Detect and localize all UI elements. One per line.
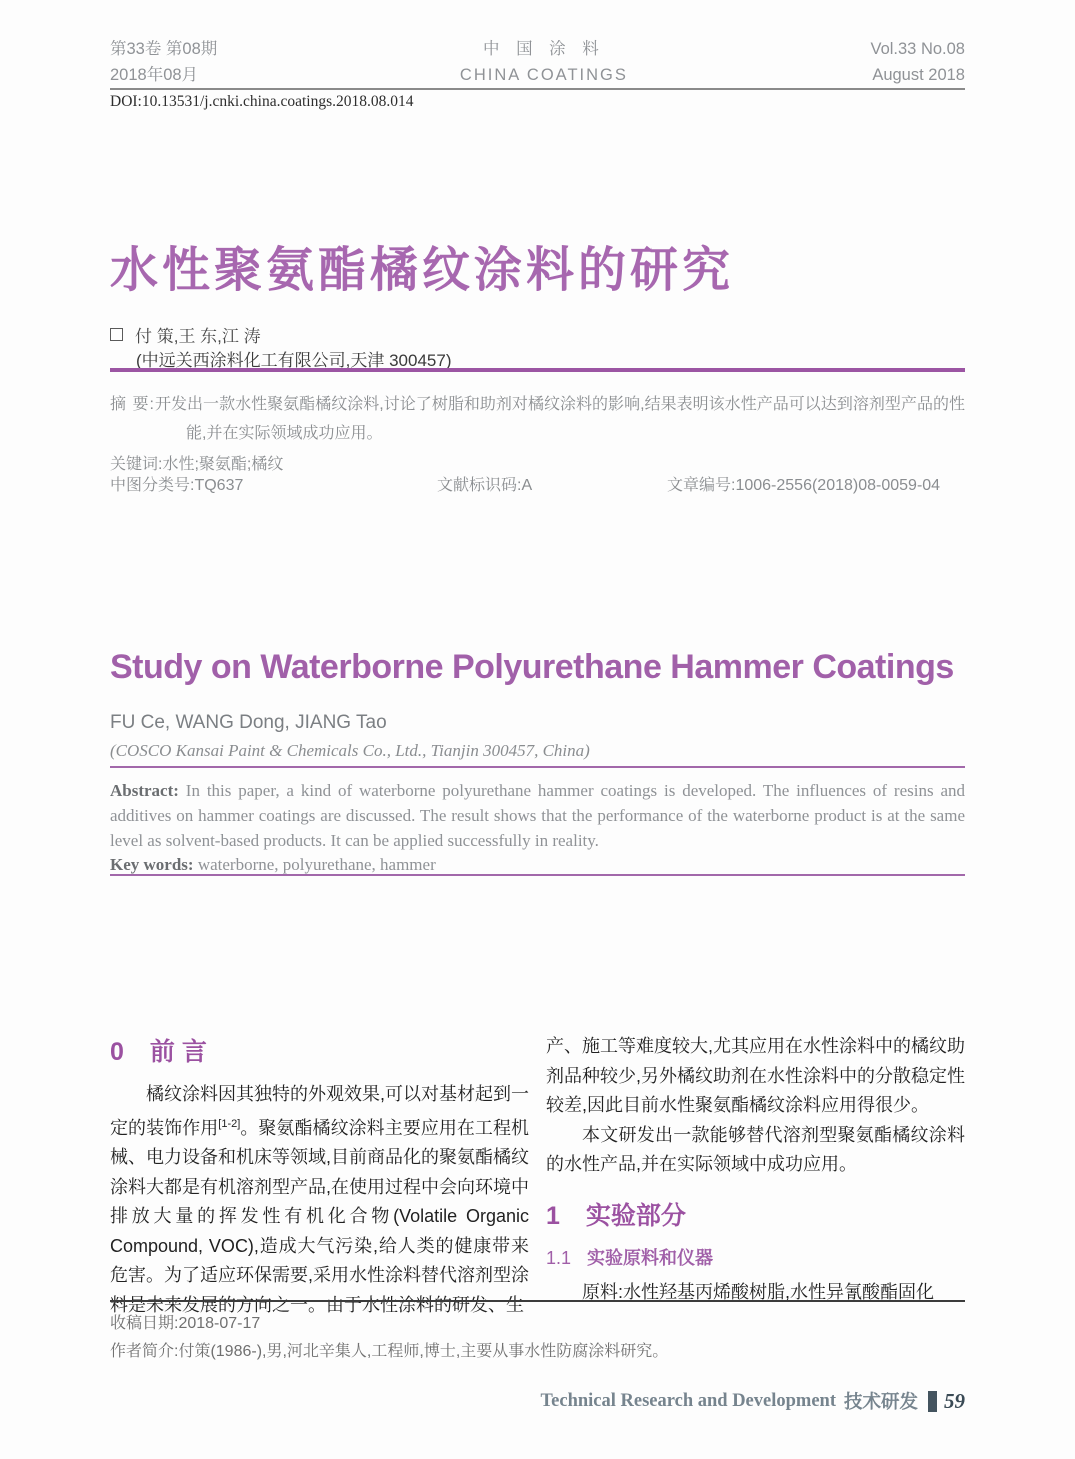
clc-number: 中图分类号:TQ637 — [110, 477, 244, 494]
left-column — [110, 1032, 529, 1320]
english-abstract-divider — [110, 874, 965, 876]
keywords-cn-label: 关键词: — [110, 456, 163, 473]
section-heading-0 — [110, 1032, 529, 1068]
right-column — [546, 1032, 965, 1320]
received-date-line: 收稿日期:2018-07-17 — [110, 1315, 261, 1332]
section-1-title: 实验部分 — [585, 1201, 686, 1230]
abstract-en — [110, 778, 965, 853]
journal-name-cn: 中 国 涂 料 — [483, 40, 605, 58]
intro-paragraph: 橘纹涂料因其独特的外观效果,可以对基材起到一定的装饰作用[1-2]。聚氨酯橘纹涂料主要应用在工程机械、电力设备和机床等领域,目前商品化的聚氨酯橘纹涂料大都是有机溶剂型产品,在使用过程中会向环境中排放大量的挥发性有机化合物(Volatile Organic Compound, VOC),造成大气污染,给人类的健康带来危害。为了适应环保需要,采用水性涂料替代溶剂型涂料是未来发展的方向之一。由于水性涂料的研发、生 — [110, 1084, 530, 1315]
page-number: 59 — [944, 1388, 965, 1413]
intro-paragraph-continued: 产、施工等难度较大,尤其应用在水性涂料中的橘纹助剂品种较少,另外橘纹助剂在水性涂料中的分散稳定性较差,因此目前水性聚氨酯橘纹涂料应用得很少。 — [546, 1036, 965, 1115]
english-masthead-divider — [110, 766, 965, 768]
date-en: August 2018 — [872, 66, 965, 84]
classification-row — [110, 472, 965, 495]
volume-issue-en: Vol.33 No.08 — [870, 40, 965, 58]
doi: DOI:10.13531/j.cnki.china.coatings.2018.08.014 — [110, 93, 414, 110]
section-heading-1-1 — [546, 1244, 965, 1270]
volume-issue-cn: 第33卷 第08期 — [110, 40, 218, 58]
article-title-cn: 水性聚氨酯橘纹涂料的研究 — [110, 244, 735, 297]
abstract-en-label: Abstract: — [110, 781, 179, 800]
paragraph-2: 本文研发出一款能够替代溶剂型聚氨酯橘纹涂料的水性产品,并在实际领域中成功应用。 — [546, 1124, 965, 1174]
footnotes — [110, 1310, 965, 1366]
running-head-center — [460, 36, 628, 88]
masthead-divider — [110, 368, 965, 372]
section-1-number: 1 — [546, 1201, 560, 1230]
page-footer — [110, 1388, 965, 1414]
footnote-divider — [110, 1300, 965, 1302]
running-head — [110, 36, 965, 88]
journal-name-en: CHINA COATINGS — [459, 66, 628, 84]
section-1-1-number: 1.1 — [546, 1247, 572, 1268]
paragraph-3: 原料:水性羟基丙烯酸树脂,水性异氰酸酯固化 — [582, 1281, 934, 1302]
abstract-cn — [110, 390, 965, 448]
page-number-bar-icon — [928, 1391, 937, 1412]
abstract-cn-text: 开发出一款水性聚氨酯橘纹涂料,讨论了树脂和助剂对橘纹涂料的影响,结果表明该水性产品可以达到溶剂型产品的性能,并在实际领域成功应用。 — [154, 396, 965, 442]
citation-ref: [1-2] — [218, 1117, 241, 1130]
abstract-cn-label: 摘 要: — [110, 396, 155, 413]
footer-column-cn: 技术研发 — [843, 1391, 918, 1412]
authors-cn-row — [110, 322, 965, 347]
section-heading-1 — [546, 1196, 965, 1232]
keywords-cn-text: 水性;聚氨酯;橘纹 — [162, 456, 284, 473]
authors-cn: 付 策,王 东,江 涛 — [135, 327, 261, 346]
running-head-left — [110, 36, 217, 88]
keywords-en-label: Key words: — [110, 855, 194, 874]
document-code: 文献标识码:A — [437, 477, 533, 494]
affiliation-en: (COSCO Kansai Paint & Chemicals Co., Ltd., Tianjin 300457, China) — [110, 741, 590, 760]
section-0-title: 前 言 — [149, 1038, 207, 1066]
abstract-en-text: In this paper, a kind of waterborne polyurethane hammer coatings is developed. The influences of resins and additives on hammer coatings are discussed. The result shows that the performance of the waterborne product is at the same level as solvent-based products. It can be applied successfully in reality. — [110, 781, 965, 850]
authors-en: FU Ce, WANG Dong, JIANG Tao — [110, 712, 387, 733]
section-0-number: 0 — [110, 1038, 124, 1066]
running-head-right — [870, 36, 965, 88]
date-cn: 2018年08月 — [110, 66, 199, 84]
header-divider — [110, 88, 965, 90]
author-marker-icon — [110, 328, 123, 341]
author-bio-line: 作者简介:付策(1986-),男,河北辛集人,工程师,博士,主要从事水性防腐涂料研究。 — [110, 1343, 669, 1360]
affiliation-cn: (中远关西涂料化工有限公司,天津 300457) — [136, 351, 452, 370]
keywords-en-text: waterborne, polyurethane, hammer — [193, 855, 436, 874]
footer-column-en: Technical Research and Development — [540, 1390, 836, 1411]
article-title-en: Study on Waterborne Polyurethane Hammer Coatings — [110, 648, 954, 686]
section-1-1-title: 实验原料和仪器 — [587, 1247, 714, 1268]
article-body — [110, 1032, 965, 1320]
article-number: 文章编号:1006-2556(2018)08-0059-04 — [667, 477, 941, 494]
